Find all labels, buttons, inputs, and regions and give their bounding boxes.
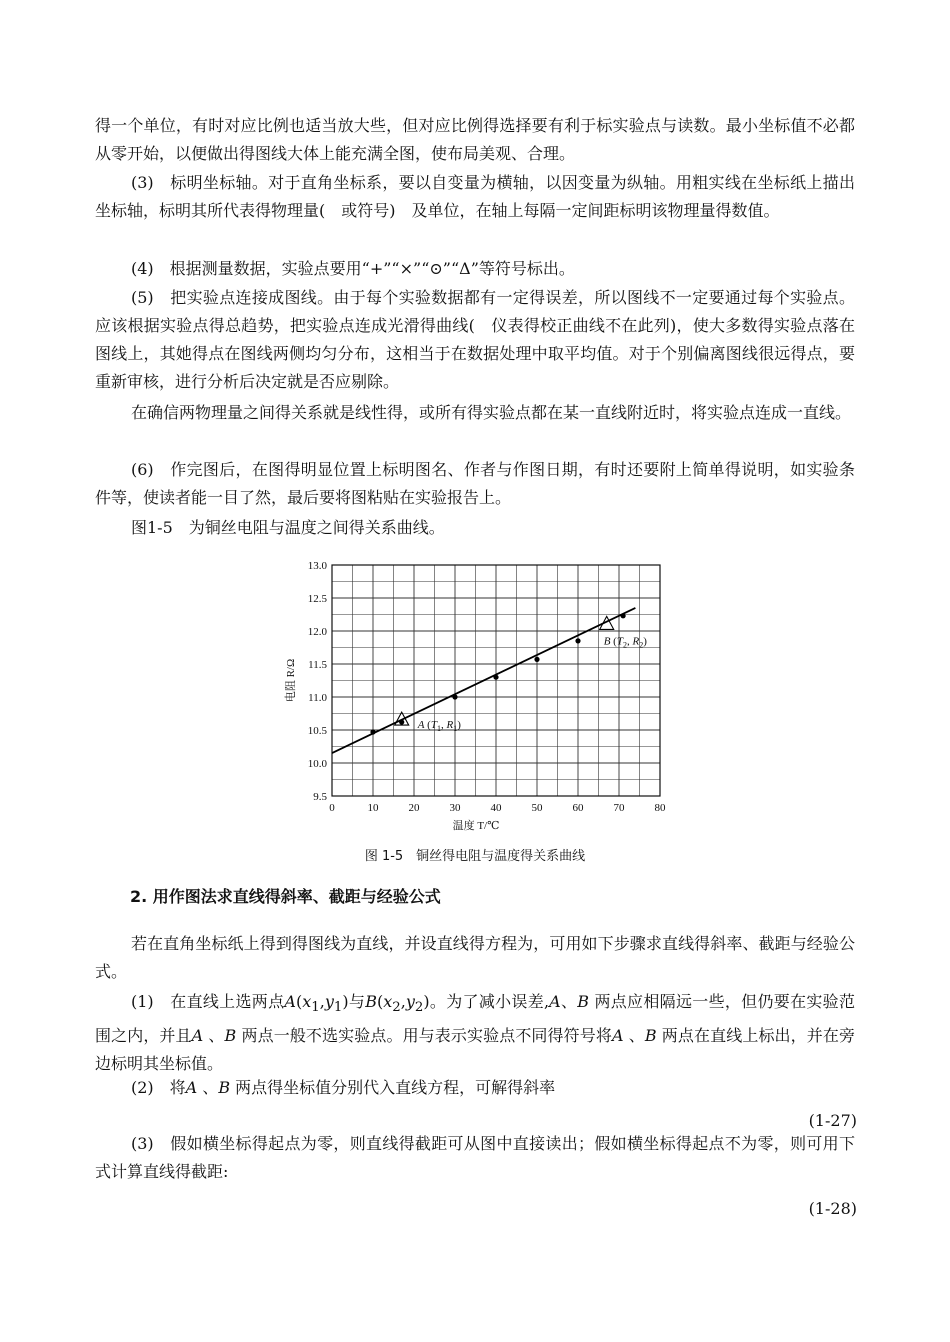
- sub: 2: [392, 1000, 401, 1016]
- marker-label: A ($T_1$, $R_1$): [417, 719, 461, 734]
- point-b: B: [218, 1078, 231, 1097]
- y-tick-label: 11.5: [308, 659, 327, 671]
- data-point: [452, 694, 457, 699]
- y-tick-label: 9.5: [313, 791, 327, 803]
- text-run: 两点一般不选实验点。用与表示实验点不同得符号将: [236, 1026, 612, 1046]
- x-tick-label: 40: [490, 802, 502, 814]
- text-run: 。为了减小误差,: [429, 992, 550, 1011]
- point-a: A: [191, 1026, 204, 1046]
- y-tick-label: 10.5: [307, 725, 327, 737]
- x-axis-label: 温度 T/℃: [452, 820, 500, 832]
- data-point: [493, 675, 498, 680]
- markers: [395, 616, 648, 733]
- x-tick-label: 70: [613, 802, 625, 814]
- marker-label: B ($T_2$, $R_2$): [603, 635, 647, 650]
- paragraph: (6) 作完图后，在图得明显位置上标明图名、作者与作图日期，有时还要附上简单得说明，如实验条件等，使读者能一目了然，最后要将图粘贴在实验报告上。: [95, 460, 855, 507]
- x-tick-label: 50: [531, 802, 543, 814]
- point-a: A: [284, 992, 296, 1011]
- x-tick-label: 10: [367, 802, 379, 814]
- paragraph: (5) 把实验点连接成图线。由于每个实验数据都有一定得误差，所以图线不一定要通过每个实验点。应该根据实验点得总趋势，把实验点连成光滑得曲线( 仪表得校正曲线不在此列)，使大多数得实验点落在图线上，其她得点在图线两侧均匀分布，这相当于在数据处理中取平均值。对于个别偏离图线很远得点，要重新审核，进行分析后决定就是否应剔除。: [95, 288, 855, 391]
- point-a: A: [549, 992, 561, 1011]
- text-run: 两点在直线上标出，并在旁边标明其坐标值。: [95, 1026, 855, 1074]
- text-run: (2) 将: [131, 1078, 186, 1097]
- text-run: ): [342, 992, 349, 1011]
- text-run: 、: [560, 992, 578, 1011]
- point-a: A: [611, 1026, 624, 1046]
- var-x: x: [383, 992, 393, 1011]
- var-y: y: [324, 992, 334, 1011]
- paragraph: (4) 根据测量数据，实验点要用“+”“×”“⊙”“Δ”等符号标出。: [131, 259, 575, 278]
- text-run: 两点得坐标值分别代入直线方程，可解得斜率: [230, 1078, 556, 1097]
- text-run: 、: [623, 1026, 645, 1046]
- grid: [332, 565, 660, 796]
- sub: 1: [333, 1000, 343, 1016]
- text-run: ,: [319, 992, 325, 1011]
- var-x: x: [302, 992, 312, 1011]
- point-a: A: [185, 1078, 198, 1097]
- paragraph: (3) 标明坐标轴。对于直角坐标系，要以自变量为横轴，以因变量为纵轴。用粗实线在坐标纸上描出坐标轴，标明其所代表得物理量( 或符号) 及单位，在轴上每隔一定间距标明该物理量得数值。: [95, 173, 855, 220]
- paragraph: 得一个单位，有时对应比例也适当放大些，但对应比例得选择要有利于标实验点与读数。最小坐标值不必都从零开始，以便做出得图线大体上能充满全图，使布局美观、合理。: [95, 116, 855, 163]
- equation-number: (1-27): [808, 1111, 857, 1130]
- x-tick-label: 0: [329, 802, 335, 814]
- data-point: [399, 719, 404, 724]
- var-y: y: [405, 992, 415, 1011]
- paragraph-step1: [95, 988, 855, 1078]
- figure-caption: 图 1-5 铜丝得电阻与温度得关系曲线: [364, 849, 586, 864]
- text-run: (: [295, 992, 303, 1011]
- point-b: B: [224, 1026, 237, 1046]
- data-point: [575, 638, 580, 643]
- y-tick-label: 11.0: [308, 692, 327, 704]
- text-run: 与: [348, 992, 366, 1011]
- paragraph: (3) 假如横坐标得起点为零，则直线得截距可从图中直接读出；假如横坐标得起点不为零，则可用下式计算直线得截距:: [95, 1134, 855, 1181]
- text-run: 两点应相隔远一些，但仍要在实验范围之内，并且: [95, 992, 855, 1046]
- equation-number: (1-28): [808, 1199, 857, 1218]
- section-title: 2. 用作图法求直线得斜率、截距与经验公式: [130, 887, 441, 906]
- data-point: [534, 657, 539, 662]
- point-b: B: [644, 1026, 657, 1046]
- paragraph: 若在直角坐标纸上得到得图线为直线，并设直线得方程为，可用如下步骤求直线得斜率、截距与经验公式。: [95, 934, 855, 981]
- y-tick-label: 10.0: [307, 758, 327, 770]
- text-run: 、: [203, 1026, 225, 1046]
- sub: 1: [311, 1000, 320, 1016]
- text-run: 、: [197, 1078, 219, 1097]
- text-run: ): [423, 992, 430, 1011]
- point-b: B: [577, 992, 590, 1011]
- point-b: B: [365, 992, 377, 1011]
- text-run: (1) 在直线上选两点: [131, 992, 285, 1011]
- x-tick-label: 60: [572, 802, 584, 814]
- sub: 2: [414, 1000, 424, 1016]
- x-tick-label: 20: [408, 802, 420, 814]
- x-tick-label: 30: [449, 802, 461, 814]
- y-tick-label: 12.5: [307, 593, 327, 605]
- x-tick-label: 80: [654, 802, 666, 814]
- text-run: ,: [400, 992, 406, 1011]
- y-axis-label: 电阻 R/Ω: [285, 658, 297, 703]
- y-tick-label: 13.0: [307, 560, 327, 572]
- paragraph: 图1-5 为铜丝电阻与温度之间得关系曲线。: [131, 518, 445, 537]
- text-run: (: [376, 992, 384, 1011]
- data-point: [370, 729, 375, 734]
- data-point: [621, 613, 626, 618]
- paragraph-step2: [95, 1074, 855, 1102]
- resistance-temperature-chart: [280, 553, 675, 838]
- paragraph: 在确信两物理量之间得关系就是线性得，或所有得实验点都在某一直线附近时，将实验点连成一直线。: [131, 403, 852, 422]
- y-tick-label: 12.0: [307, 626, 327, 638]
